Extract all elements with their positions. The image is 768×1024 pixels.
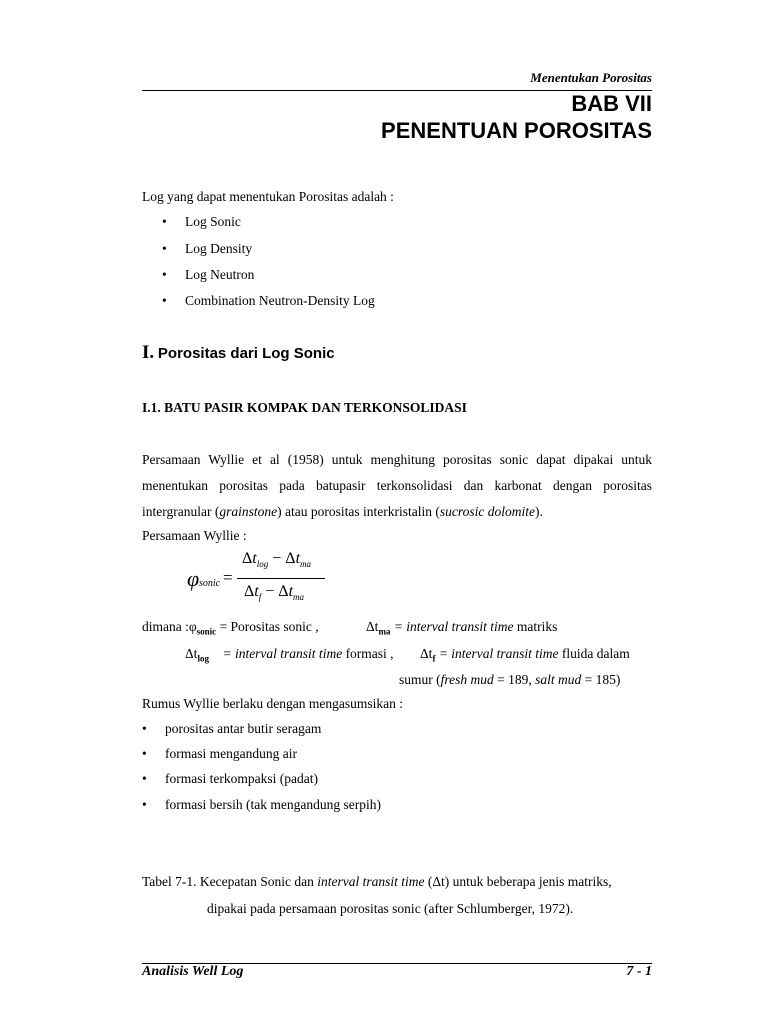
- paragraph-text: ) atau porositas interkristalin (: [277, 504, 440, 519]
- minus-sign: −: [272, 550, 282, 567]
- section-title: Porositas dari Log Sonic: [157, 345, 335, 362]
- definition-tf: [420, 645, 630, 668]
- bullet-icon: •: [162, 293, 167, 308]
- bullet-icon: •: [142, 797, 147, 812]
- line3-c: = 185): [584, 672, 621, 687]
- formula-equals: =: [223, 568, 233, 587]
- phi-symbol: φ: [188, 619, 197, 634]
- chapter-title: PENENTUAN POROSITAS: [381, 118, 652, 143]
- t-symbol: t: [254, 583, 259, 600]
- tma-tail: matriks: [516, 619, 558, 634]
- t-symbol: t: [288, 583, 294, 600]
- fraction-line: [237, 578, 325, 579]
- tma-symbol: Δt: [366, 619, 379, 634]
- delta-symbol: Δ: [278, 583, 289, 600]
- caption-text: Tabel 7-1. Kecepatan Sonic dan: [142, 874, 314, 889]
- formula-phi-sub: sonic: [199, 578, 221, 589]
- t-symbol: t: [295, 550, 301, 567]
- line3-fresh: fresh mud: [440, 672, 494, 687]
- table-caption-line-1: [142, 873, 662, 891]
- running-header: Menentukan Porositas: [530, 70, 652, 85]
- minus-sign: −: [265, 583, 275, 600]
- phi-sub: sonic: [196, 626, 217, 637]
- assumption-item: formasi mengandung air: [165, 746, 297, 761]
- section-heading: [142, 342, 335, 364]
- bullet-icon: •: [162, 241, 167, 256]
- tf-tail: fluida dalam: [561, 646, 630, 661]
- tlog-symbol: Δt: [185, 646, 198, 661]
- intro-item: Combination Neutron-Density Log: [185, 293, 375, 308]
- line3-a: sumur (: [399, 672, 441, 687]
- paragraph-text: Persamaan Wyllie et al (1958) untuk menghitung porositas sonic dapat dipakai untuk menentukan porositas pada batupasir terkonsolidasi dan karbonat dengan porositas intergranular (: [142, 452, 652, 519]
- definition-line-3: [399, 671, 620, 689]
- tlog-sub: log: [197, 653, 209, 664]
- delta-symbol: Δ: [244, 583, 255, 600]
- bullet-icon: •: [162, 214, 167, 229]
- subsection-heading: I.1. BATU PASIR KOMPAK DAN TERKONSOLIDASI: [142, 400, 467, 415]
- caption-italic: interval transit time: [317, 874, 425, 889]
- tma-sub: ma: [378, 626, 391, 637]
- formula-numerator: [242, 550, 311, 569]
- sub-ma: ma: [300, 559, 312, 570]
- page-number: 7 - 1: [626, 964, 652, 979]
- section-number: I.: [142, 342, 155, 363]
- table-caption-line-2: dipakai pada persamaan porositas sonic (after Schlumberger, 1972).: [207, 901, 574, 916]
- chapter-number: BAB VII: [571, 91, 652, 116]
- wyllie-label: Persamaan Wyllie :: [142, 528, 247, 543]
- assumption-item: porositas antar butir seragam: [165, 721, 322, 736]
- delta-symbol: Δ: [285, 550, 296, 567]
- tf-definition: = interval transit time: [438, 646, 559, 661]
- definition-tma: [366, 618, 557, 641]
- phi-definition: = Porositas sonic ,: [219, 619, 319, 634]
- caption-text: (Δt) untuk beberapa jenis matriks,: [427, 874, 612, 889]
- bullet-icon: •: [142, 771, 147, 786]
- assumption-item: formasi terkompaksi (padat): [165, 771, 318, 786]
- sub-log: log: [256, 559, 269, 570]
- line3-b: = 189,: [497, 672, 532, 687]
- assumption-item: formasi bersih (tak mengandung serpih): [165, 797, 381, 812]
- bullet-icon: •: [142, 746, 147, 761]
- paragraph-italic: sucrosic dolomite: [439, 504, 535, 519]
- formula-denominator: [244, 583, 304, 602]
- tlog-definition: = interval transit time: [222, 646, 343, 661]
- definition-tlog: [185, 645, 394, 668]
- tma-definition: = interval transit time: [393, 619, 514, 634]
- line3-salt: salt mud: [535, 672, 582, 687]
- delta-symbol: Δ: [242, 550, 253, 567]
- tlog-tail: formasi ,: [345, 646, 394, 661]
- intro-text: Log yang dapat menentukan Porositas adalah :: [142, 189, 394, 204]
- paragraph-text: ).: [534, 504, 543, 519]
- bullet-icon: •: [142, 721, 147, 736]
- definition-line-1: [142, 618, 319, 641]
- sub-ma: ma: [293, 592, 305, 603]
- intro-item: Log Sonic: [185, 214, 241, 229]
- bullet-icon: •: [162, 267, 167, 282]
- footer-title: Analisis Well Log: [142, 964, 244, 979]
- intro-item: Log Density: [185, 241, 253, 256]
- paragraph: [142, 447, 652, 525]
- t-symbol: t: [252, 550, 257, 567]
- tf-symbol: Δt: [420, 646, 433, 661]
- tf-sub: f: [432, 653, 436, 664]
- formula-phi: φ: [187, 566, 200, 591]
- definition-prefix: dimana :: [142, 619, 189, 634]
- sub-f: f: [258, 592, 262, 603]
- paragraph-italic: grainstone: [219, 504, 278, 519]
- assumptions-text: Rumus Wyllie berlaku dengan mengasumsikan :: [142, 696, 404, 711]
- intro-item: Log Neutron: [185, 267, 255, 282]
